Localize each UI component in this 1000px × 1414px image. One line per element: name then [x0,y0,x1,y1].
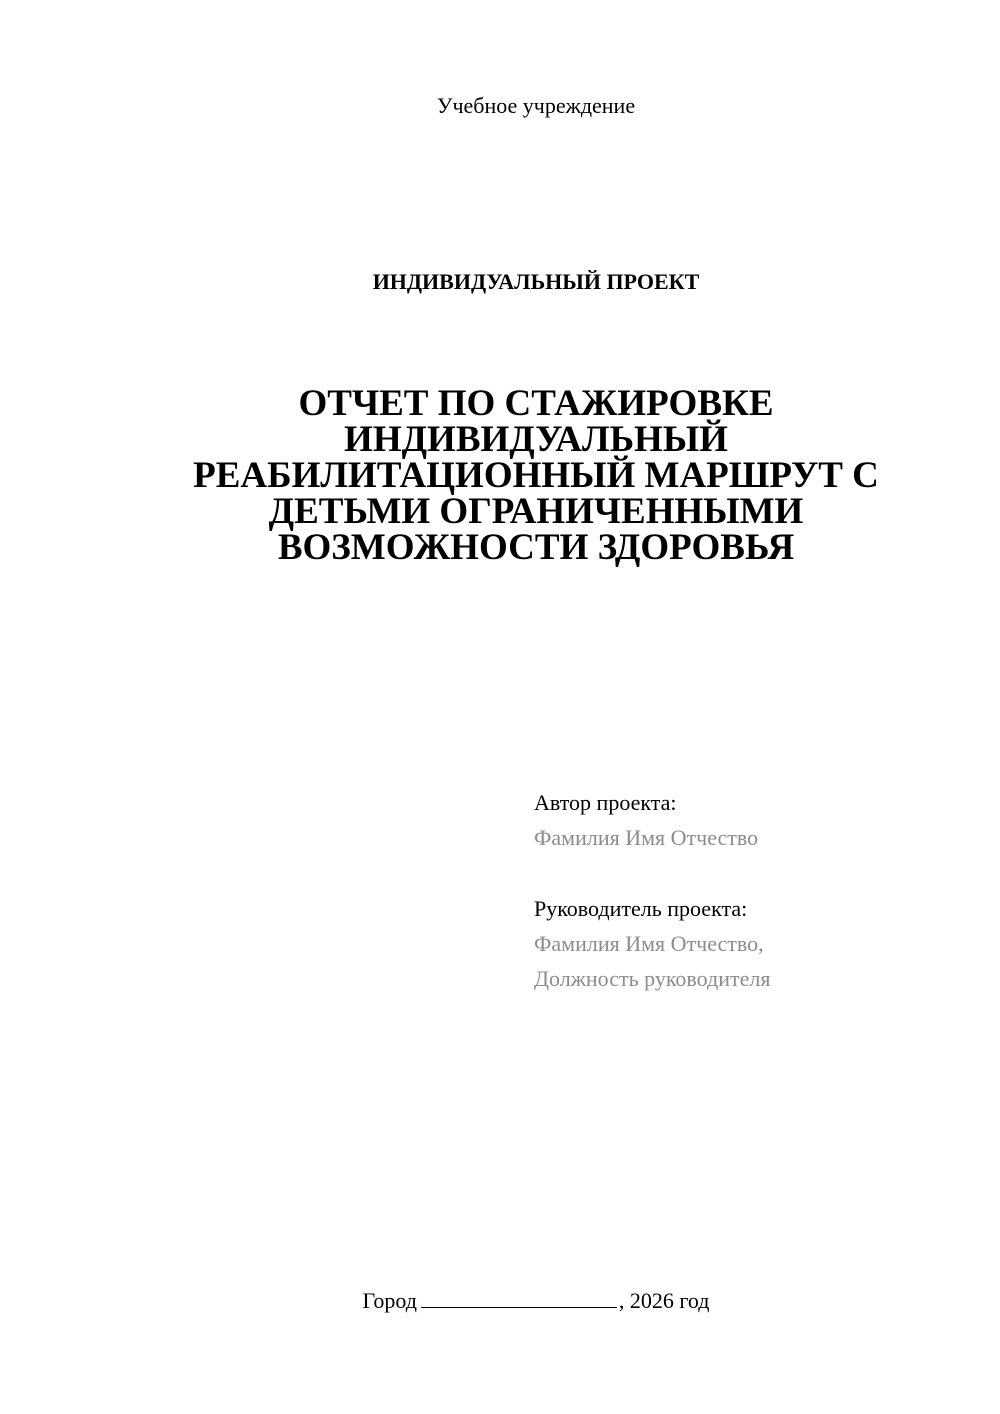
supervisor-position: Должность руководителя [534,966,771,991]
project-title [0,383,1000,568]
author-name: Фамилия Имя Отчество [534,825,759,850]
title-line-4: ДЕТЬМИ ОГРАНИЧЕННЫМИ [268,491,804,532]
supervisor-block [534,891,974,996]
city-blank-line [421,1287,617,1308]
supervisor-name: Фамилия Имя Отчество, [534,931,764,956]
institution-name: Учебное учреждение [436,93,636,118]
year-text: , 2026 год [618,1288,710,1313]
supervisor-label: Руководитель проекта: [534,896,748,921]
author-label: Автор проекта: [534,790,677,815]
project-type-heading: ИНДИВИДУАЛЬНЫЙ ПРОЕКТ [372,269,700,294]
title-line-1: ОТЧЕТ ПО СТАЖИРОВКЕ [298,383,774,424]
title-line-3: РЕАБИЛИТАЦИОННЫЙ МАРШРУТ С [193,455,879,496]
title-line-5: ВОЗМОЖНОСТИ ЗДОРОВЬЯ [277,527,795,568]
footer-city-year [0,1287,1000,1315]
author-block [534,785,974,855]
title-line-2: ИНДИВИДУАЛЬНЫЙ [344,419,728,460]
city-label: Город [362,1288,417,1313]
